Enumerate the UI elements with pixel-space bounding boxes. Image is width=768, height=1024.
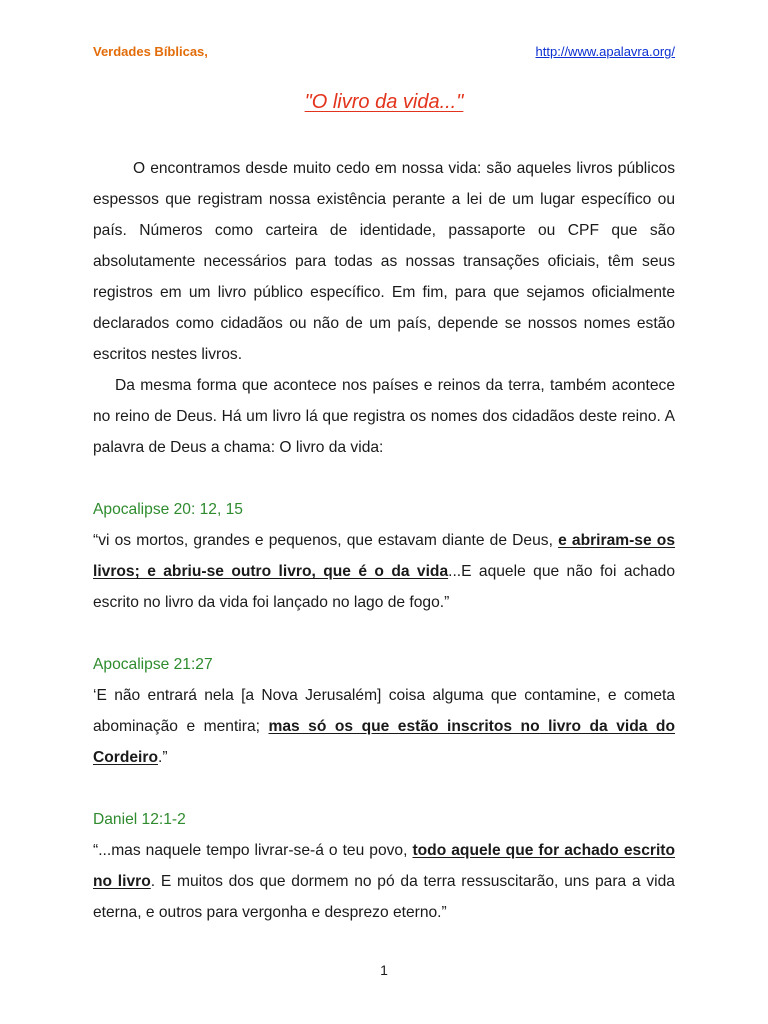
- verse-reference-2: Apocalipse 21:27: [93, 656, 213, 673]
- verse-quote-1-before: “vi os mortos, grandes e pequenos, que estavam diante de Deus,: [93, 532, 559, 549]
- verse-quote-3: [93, 835, 675, 928]
- document-title: [0, 91, 768, 114]
- verse-quote-3-highlight: todo aquele que for achado escrito no livro: [93, 842, 675, 890]
- header-site-name: Verdades Bíblicas,: [93, 44, 208, 59]
- intro-paragraph-1: O encontramos desde muito cedo em nossa vida: são aqueles livros públicos espessos que registram nossa existência perante a lei de um lugar específico ou país. Números como carteira de identidade, passaporte ou CPF que são absolutamente necessários para todas as nossas transações oficiais, têm seus registros em um livro público específico. Em fim, para que sejamos oficialmente declarados como cidadãos ou não de um país, depende se nossos nomes estão escritos nestes livros.: [93, 160, 675, 363]
- verse-reference-1: Apocalipse 20: 12, 15: [93, 501, 243, 518]
- document-body: [93, 153, 675, 928]
- verse-quote-2: [93, 680, 675, 773]
- page-number: 1: [380, 962, 388, 978]
- verse-quote-1: [93, 525, 675, 618]
- verse-quote-3-before: “...mas naquele tempo livrar-se-á o teu povo,: [93, 842, 413, 859]
- spacer: [93, 773, 675, 804]
- verse-quote-3-after: . E muitos dos que dormem no pó da terra ressuscitarão, uns para a vida eterna, e outros para vergonha e desprezo eterno.”: [93, 873, 675, 921]
- header-url-link[interactable]: http://www.apalavra.org/: [535, 44, 675, 59]
- verse-quote-2-highlight: mas só os que estão inscritos no livro da vida do Cordeiro: [93, 718, 675, 766]
- intro-paragraph-2: Da mesma forma que acontece nos países e reinos da terra, também acontece no reino de Deus. Há um livro lá que registra os nomes dos cidadãos deste reino. A palavra de Deus a chama: O livro da vida:: [93, 377, 675, 456]
- spacer: [93, 463, 675, 494]
- verse-quote-2-after: .”: [157, 749, 168, 766]
- spacer: [93, 618, 675, 649]
- document-title-text: "O livro da vida...": [304, 91, 464, 113]
- verse-reference-3: Daniel 12:1-2: [93, 811, 186, 828]
- verse-quote-2-before: ‘E não entrará nela [a Nova Jerusalém] coisa alguma que contamine, e cometa abominação e mentira;: [93, 687, 675, 735]
- verse-quote-1-after: ...E aquele que não foi achado escrito no livro da vida foi lançado no lago de fogo.”: [93, 563, 675, 611]
- verse-quote-1-highlight: e abriram-se os livros; e abriu-se outro livro, que é o da vida: [93, 532, 675, 580]
